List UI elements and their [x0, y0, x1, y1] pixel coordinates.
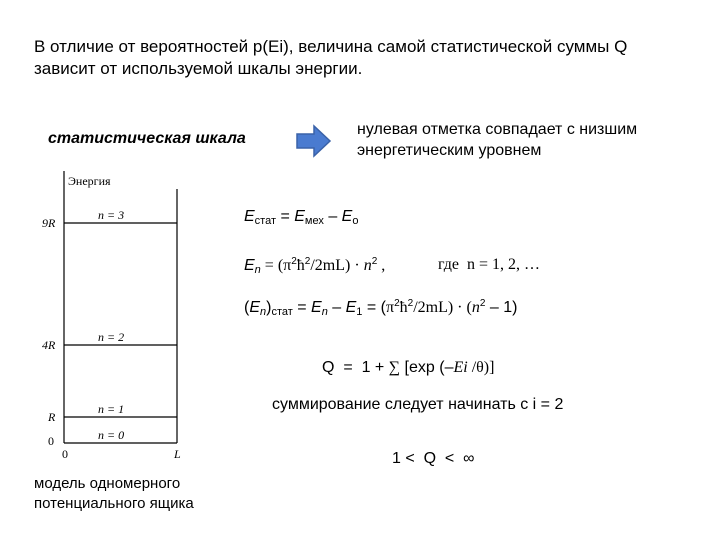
- level-label-n1: n = 1: [98, 402, 125, 416]
- formula-partition-sum: Q = 1 + ∑ [exp (–Ei /θ)]: [322, 359, 495, 376]
- zero-point-note: нулевая отметка совпадает с низшим энергетическим уровнем: [357, 121, 638, 159]
- formula-stat-level-energy: $(E_n)_{стат} = E_n - E_1$ = $(\pi^2ħ^2/2mL) \cdot (n^2 - 1)$: [244, 298, 518, 318]
- statistical-scale-label: статистическая шкала: [48, 130, 246, 147]
- y-label-9r: 9R: [42, 216, 56, 230]
- formula-q-bounds: 1 < Q < ∞: [392, 450, 475, 467]
- intro-text: [34, 36, 694, 80]
- y-label-4r: 4R: [42, 338, 56, 352]
- formula-where-n: где n = 1, 2, …: [438, 256, 541, 273]
- level-label-n0: n = 0: [98, 428, 125, 442]
- right-arrow-icon: [296, 124, 332, 158]
- y-label-zero: 0: [48, 434, 54, 448]
- formula-stat-energy: $E_{стат} = E_{мех} - E_o$: [244, 208, 359, 227]
- level-label-n3: n = 3: [98, 208, 125, 222]
- intro-line-1: В отличие от вероятностей p(Ei), величина самой статистической суммы Q: [34, 37, 628, 56]
- energy-axis-title: Энергия: [68, 174, 111, 188]
- summation-note: суммирование следует начинать с i = 2: [272, 396, 564, 413]
- level-label-n2: n = 2: [98, 330, 125, 344]
- energy-level-diagram: [30, 165, 230, 465]
- x-label-l: L: [174, 447, 181, 461]
- y-label-r: R: [48, 410, 56, 424]
- formula-level-energy: $E_n$ = $(\pi^2ħ^2/2mL) \cdot n^2$ ,: [244, 256, 386, 276]
- x-label-origin: 0: [62, 447, 68, 461]
- diagram-caption: модель одномерного потенциального ящика: [34, 475, 194, 512]
- intro-line-2: зависит от используемой шкалы энергии.: [34, 59, 363, 78]
